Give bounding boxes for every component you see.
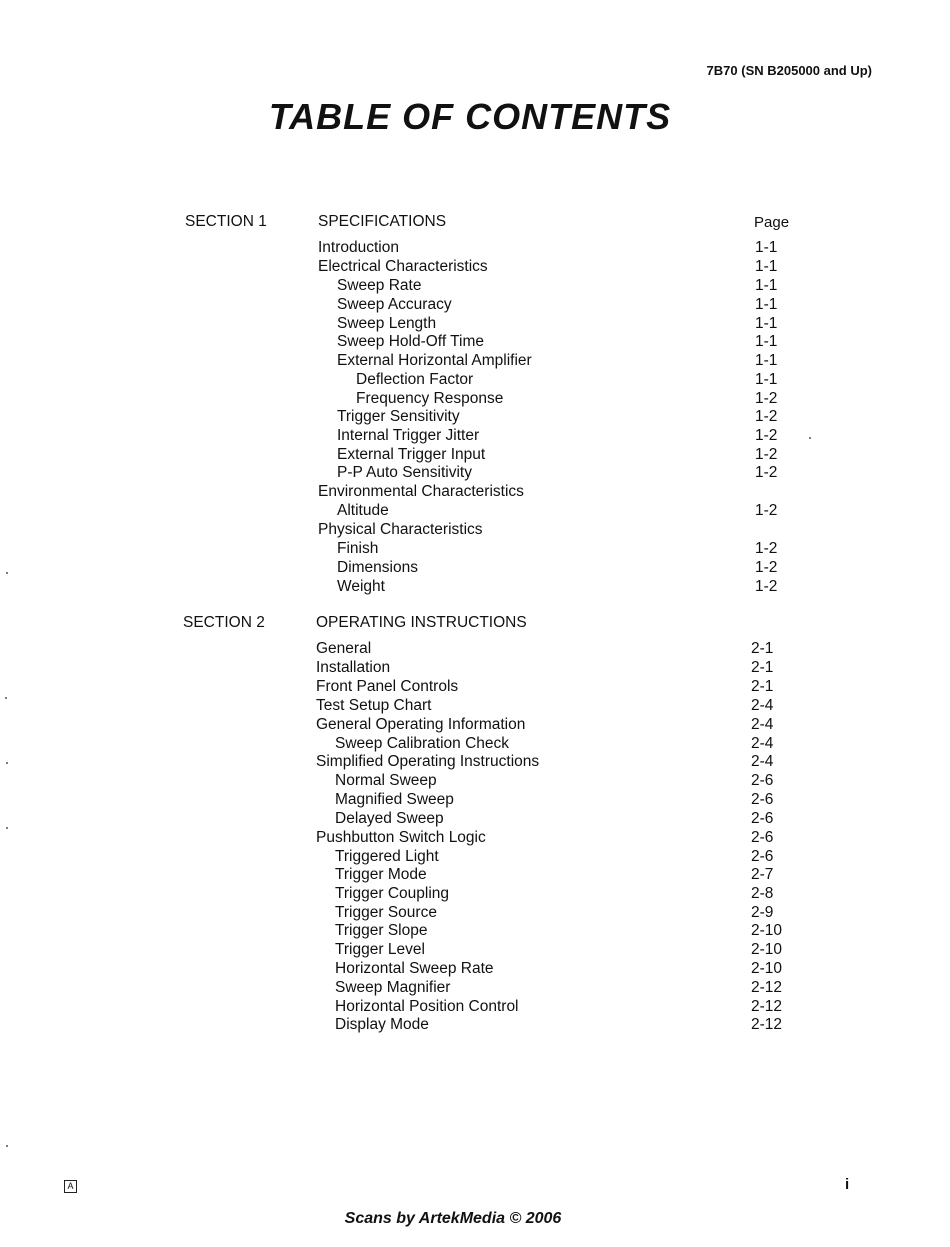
toc-entry-page: 2-6 [751,829,774,846]
toc-entry [0,559,950,578]
toc-entry [0,296,950,315]
toc-entry-page: 1-1 [755,371,778,388]
toc-entry-page: 2-10 [751,960,783,977]
toc-entry-page: 1-2 [755,578,778,595]
toc-entry-page: 2-12 [751,979,783,996]
toc-entry-label: Triggered Light [335,848,439,865]
toc-entry-page: 2-7 [751,866,774,883]
toc-entry-label: Weight [337,578,385,595]
toc-entry [0,390,950,409]
toc-entry [0,697,950,716]
toc-entry [0,885,950,904]
page-column-header: Page [754,214,790,231]
toc-entry-page: 1-2 [755,390,778,407]
sec2-title: OPERATING INSTRUCTIONS [316,614,527,631]
toc-entry [0,716,950,735]
toc-entry-label: Sweep Hold-Off Time [337,333,485,350]
scan-credit: Scans by ArtekMedia © 2006 [344,1210,562,1227]
toc-entry-page: 2-10 [751,941,783,958]
toc-entry [0,1016,950,1035]
toc-entry-page: 1-2 [755,408,778,425]
toc-entry-label: General [316,640,372,657]
toc-entry [0,960,950,979]
toc-entry [0,866,950,885]
toc-entry [0,427,950,446]
toc-entry-label: Environmental Characteristics [318,483,524,500]
toc-entry-page: 2-6 [751,810,774,827]
toc-entry [0,446,950,465]
toc-entry-label: Sweep Magnifier [335,979,451,996]
sec1-title: SPECIFICATIONS [318,213,447,230]
toc-entry-label: Deflection Factor [356,371,474,388]
toc-entry-label: Trigger Slope [335,922,428,939]
sec1-label: SECTION 1 [185,213,267,230]
toc-entry [0,315,950,334]
toc-entry [0,333,950,352]
toc-entry [0,678,950,697]
toc-entry-page: 2-12 [751,1016,783,1033]
toc-entry [0,922,950,941]
toc-entry-label: External Trigger Input [337,446,486,463]
toc-entry-page: 1-2 [755,446,778,463]
toc-entry-page: 1-1 [755,277,778,294]
toc-entry-label: Altitude [337,502,389,519]
toc-entry-page: 2-4 [751,697,774,714]
toc-entry-page: 1-1 [755,258,778,275]
toc-entry-label: Finish [337,540,379,557]
toc-entry [0,464,950,483]
toc-entry [0,502,950,521]
footer-badge: A [64,1180,77,1193]
toc-entry-label: Delayed Sweep [335,810,444,827]
toc-entry-page: 2-4 [751,716,774,733]
toc-entry-page: 1-2 [755,427,778,444]
toc-entry [0,540,950,559]
toc-entry [0,258,950,277]
toc-entry-label: Normal Sweep [335,772,437,789]
scan-speck [6,572,8,574]
toc-entry-label: Trigger Coupling [335,885,450,902]
model-id: 7B70 (SN B205000 and Up) [706,63,872,78]
toc-entry-page: 2-10 [751,922,783,939]
scan-speck [6,762,8,764]
toc-entry-page: 2-9 [751,904,774,921]
toc-entry [0,659,950,678]
toc-entry [0,941,950,960]
toc-entry [0,277,950,296]
toc-entry [0,829,950,848]
toc-entry-label: Trigger Mode [335,866,427,883]
page-title: TABLE OF CONTENTS [268,96,672,137]
toc-entry-label: Magnified Sweep [335,791,454,808]
toc-entry [0,239,950,258]
toc-entry-label: Installation [316,659,391,676]
toc-entry-label: Front Panel Controls [316,678,459,695]
toc-entry-label: Dimensions [337,559,418,576]
toc-entry [0,640,950,659]
sec2-label: SECTION 2 [183,614,265,631]
toc-entry [0,848,950,867]
toc-entry [0,521,950,540]
toc-entry [0,483,950,502]
toc-entry [0,904,950,923]
toc-entry [0,408,950,427]
toc-entry-label: Trigger Source [335,904,437,921]
toc-entry-label: Frequency Response [356,390,504,407]
page-number: i [845,1176,850,1193]
toc-entry-page: 1-2 [755,464,778,481]
toc-entry [0,791,950,810]
toc-entry-label: Trigger Level [335,941,425,958]
toc-entry [0,772,950,791]
toc-entry-page: 2-6 [751,848,774,865]
toc-entry-page: 1-2 [755,502,778,519]
toc-entry-label: Pushbutton Switch Logic [316,829,486,846]
toc-entry-label: Sweep Rate [337,277,422,294]
toc-entry-page: 1-1 [755,239,778,256]
toc-entry-page: 2-1 [751,678,774,695]
scan-speck [809,437,811,439]
toc-entry-label: Internal Trigger Jitter [337,427,480,444]
toc-entry [0,979,950,998]
toc-entry-label: Electrical Characteristics [318,258,488,275]
toc-entry-label: Sweep Calibration Check [335,735,510,752]
toc-entry-label: General Operating Information [316,716,526,733]
toc-entry-page: 2-8 [751,885,774,902]
toc-entry-label: External Horizontal Amplifier [337,352,532,369]
toc-entry-page: 1-1 [755,315,778,332]
toc-entry-page: 2-12 [751,998,783,1015]
toc-entry-label: Simplified Operating Instructions [316,753,540,770]
toc-entry-page: 2-6 [751,791,774,808]
toc-entry-label: Test Setup Chart [316,697,432,714]
toc-entry-label: Physical Characteristics [318,521,483,538]
toc-entry-page: 1-1 [755,296,778,313]
toc-entry-label: Sweep Length [337,315,437,332]
toc-entry [0,735,950,754]
toc-entry [0,810,950,829]
toc-entry [0,371,950,390]
toc-entry-label: Horizontal Position Control [335,998,519,1015]
toc-entry-label: Horizontal Sweep Rate [335,960,494,977]
toc-entry-label: Sweep Accuracy [337,296,452,313]
toc-entry-page: 1-1 [755,333,778,350]
toc-entry-page: 1-1 [755,352,778,369]
scan-speck [6,827,8,829]
toc-entry [0,578,950,597]
scan-speck [5,697,7,699]
toc-entry-page: 2-6 [751,772,774,789]
toc-entry-page: 2-4 [751,753,774,770]
toc-entry-label: Introduction [318,239,399,256]
toc-entry-page: 2-1 [751,640,774,657]
toc-entry [0,998,950,1017]
scan-speck [6,1145,8,1147]
toc-entry-page: 2-1 [751,659,774,676]
toc-entry [0,753,950,772]
toc-entry-page: 2-4 [751,735,774,752]
toc-entry-page: 1-2 [755,540,778,557]
toc-entry-label: Trigger Sensitivity [337,408,460,425]
toc-entry [0,352,950,371]
toc-entry-page: 1-2 [755,559,778,576]
toc-entry-label: P-P Auto Sensitivity [337,464,472,481]
toc-entry-label: Display Mode [335,1016,429,1033]
